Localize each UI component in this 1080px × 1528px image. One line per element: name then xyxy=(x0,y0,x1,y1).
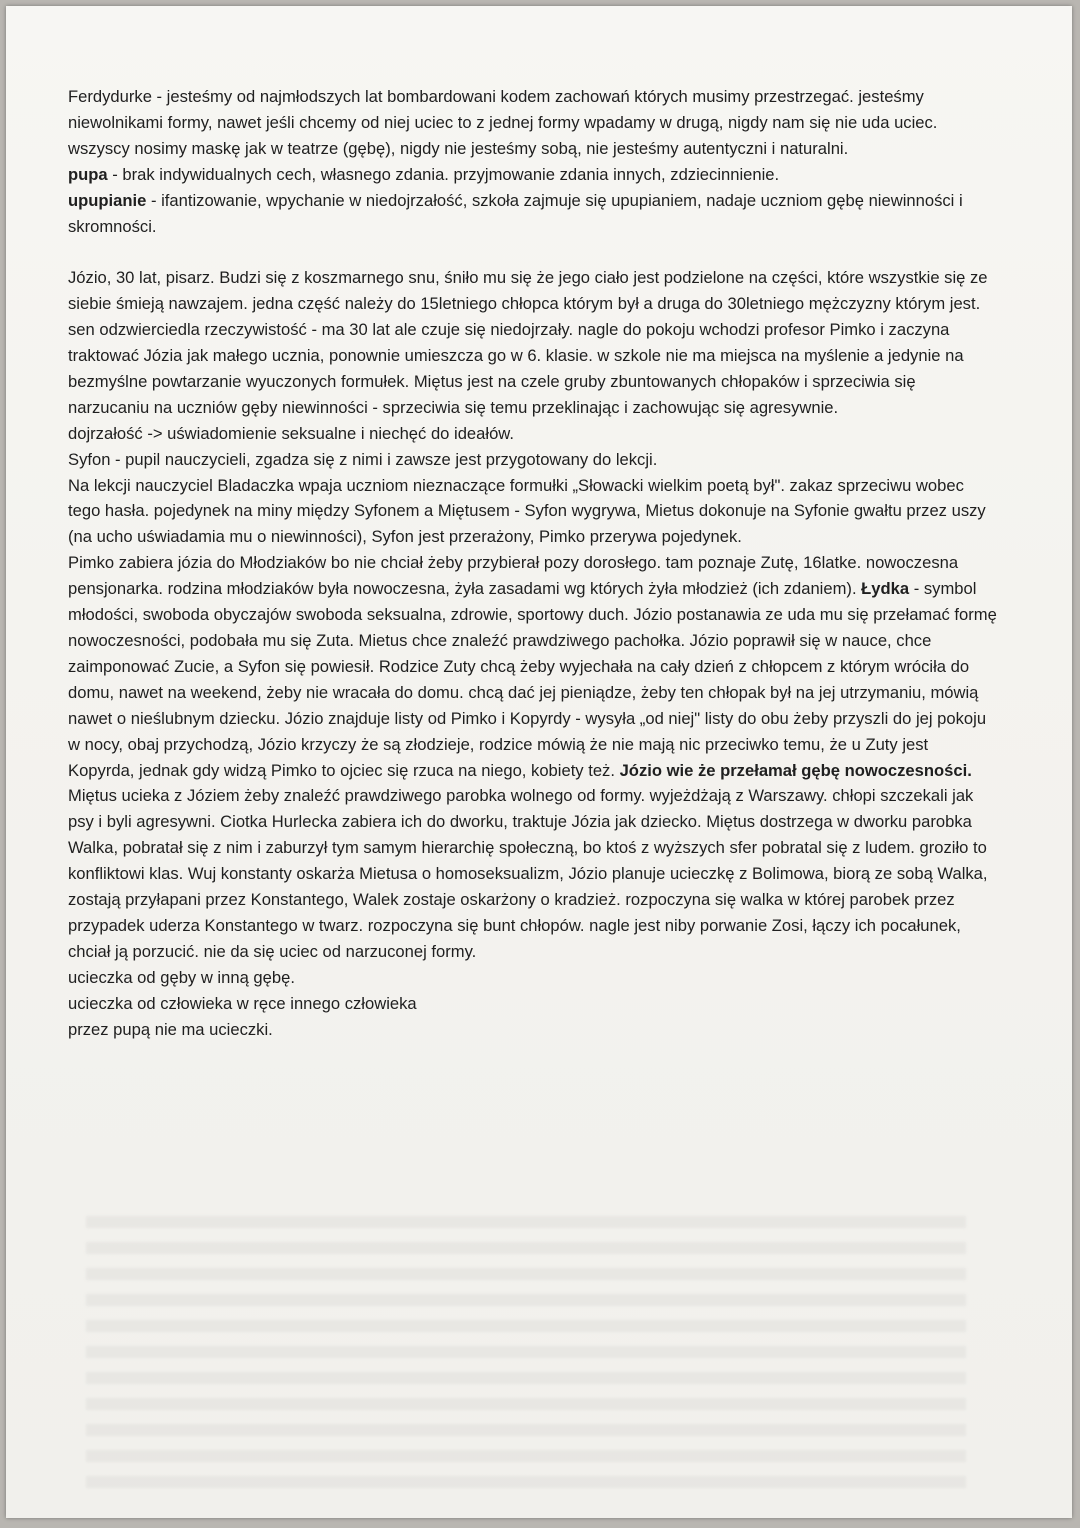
paragraph xyxy=(68,1017,998,1043)
text-run: - ifantizowanie, wpychanie w niedojrzałość, szkoła zajmuje się upupianiem, nadaje uczniom gębę niewinności i skromności. xyxy=(68,190,963,236)
paragraph xyxy=(68,447,998,473)
paragraph xyxy=(68,162,998,188)
text-run: - symbol młodości, swoboda obyczajów swoboda seksualna, zdrowie, sportowy duch. Józio postanawia ze uda mu się przełamać formę nowoczesności, podobała mu się Zuta. Mietus chce znaleźć prawdziwego pachołka. Józio poprawił się w nauce, chce zaimponować Zucie, a Syfon się powiesił. Rodzice Zuty chcą żeby wyjechała na cały dzień z chłopcem z którym wróciła do domu, nawet na weekend, żeby nie wracała do domu. chcą dać jej pieniądze, żeby ten chłopak był na jej utrzymaniu, mówią nawet o nieślubnym dziecku. Józio znajduje listy od Pimko i Kopyrdy - wysyła „od niej" listy do obu żeby przyszli do jej pokoju w nocy, obaj przychodzą, Józio krzyczy że są złodzieje, rodzice mówią że nie mają nic przeciwko temu, że u Zuty jest Kopyrda, jednak gdy widzą Pimko to ojciec się rzuca na niego, kobiety też. xyxy=(68,579,997,780)
paragraph-gap xyxy=(68,239,998,265)
text-run: Ferdydurke - jesteśmy od najmłodszych lat bombardowani kodem zachowań których musimy przestrzegać. jesteśmy niewolnikami formy, nawet jeśli chcemy od niej uciec to z jednej formy wpadamy w drugą, nigdy nam się nie uda uciec. wszyscy nosimy maskę jak w teatrze (gębę), nigdy nie jesteśmy sobą, nie jesteśmy autentyczni i naturalni. xyxy=(68,87,938,158)
paper-sheet xyxy=(6,6,1072,1518)
paragraph xyxy=(68,265,998,420)
text-run: - brak indywidualnych cech, własnego zdania. przyjmowanie zdania innych, zdziecinnienie. xyxy=(107,164,780,184)
text-run: Józio, 30 lat, pisarz. Budzi się z koszmarnego snu, śniło mu się że jego ciało jest podzielone na części, które wszystkie się ze siebie śmieją nawzajem. jedna część należy do 15letniego chłopca którym był a druga do 30letniego mężczyzny którym jest. sen odzwierciedla rzeczywistość - ma 30 lat ale czuje się niedojrzały. nagle do pokoju wchodzi profesor Pimko i zaczyna traktować Józia jak małego ucznia, ponownie umieszcza go w 6. klasie. w szkole nie ma miejsca na myślenie a jedynie na bezmyślne powtarzanie wyuczonych formułek. Miętus jest na czele gruby zbuntowanych chłopaków i sprzeciwia się narzucaniu na uczniów gęby niewinności - sprzeciwia się temu przeklinając i zachowując się agresywnie. xyxy=(68,268,988,417)
document-body xyxy=(68,84,998,1043)
bold-text-run: upupianie xyxy=(68,190,147,210)
paragraph xyxy=(68,188,998,240)
text-run: ucieczka od człowieka w ręce innego człowieka xyxy=(68,993,417,1013)
bold-text-run: Józio wie że przełamał gębę nowoczesności. xyxy=(619,760,972,780)
bold-text-run: pupa xyxy=(68,164,108,184)
text-run: Na lekcji nauczyciel Bladaczka wpaja uczniom nieznaczące formułki „Słowacki wielkim poetą był". zakaz sprzeciwu wobec tego hasła. pojedynek na miny między Syfonem a Miętusem - Syfon wygrywa, Mietus dokonuje na Syfonie gwałtu przez uszy (na ucho uświadamia mu o niewinności), Syfon jest przerażony, Pimko przerywa pojedynek. xyxy=(68,475,986,547)
paragraph xyxy=(68,965,998,991)
paragraph xyxy=(68,473,998,551)
text-run: Pimko zabiera józia do Młodziaków bo nie chciał żeby przybierał pozy dorosłego. tam poznaje Zutę, 16latke. nowoczesna pensjonarka. rodzina młodziaków była nowoczesna, żyła zasadami wg których żyła młodzież (ich zdaniem). xyxy=(68,553,959,599)
text-run: Miętus ucieka z Józiem żeby znaleźć prawdziwego parobka wolnego od formy. wyjeżdżają z Warszawy. chłopi szczekali jak psy i byli agresywni. Ciotka Hurlecka zabiera ich do dworku, traktuje Józia jak dziecko. Miętus dostrzega w dworku parobka Walka, pobratał się z nim i zaburzył tym samym hierarchię społeczną, bo ktoś z wyższych sfer pobratal się z ludem. groziło to konfliktowi klas. Wuj konstanty oskarża Mietusa o homoseksualizm, Józio planuje ucieczkę z Bolimowa, biorą ze sobą Walka, zostają przyłapani przez Konstantego, Walek zostaje oskarżony o kradzież. rozpoczyna się walka w której parobek przez przypadek uderza Konstantego w twarz. rozpoczyna się bunt chłopów. nagle jest niby porwanie Zosi, łączy ich pocałunek, chciał ją porzucić. nie da się uciec od narzuconej formy. xyxy=(68,786,988,961)
text-run: ucieczka od gęby w inną gębę. xyxy=(68,967,295,987)
paragraph xyxy=(68,84,998,162)
text-run: przez pupą nie ma ucieczki. xyxy=(68,1019,273,1039)
paragraph xyxy=(68,550,998,965)
text-run: dojrzałość -> uświadomienie seksualne i niechęć do ideałów. xyxy=(68,423,514,443)
bleed-through-text xyxy=(86,1216,966,1496)
bold-text-run: Łydka xyxy=(861,579,910,599)
text-run: Syfon - pupil nauczycieli, zgadza się z nimi i zawsze jest przygotowany do lekcji. xyxy=(68,449,658,469)
paragraph xyxy=(68,421,998,447)
paragraph xyxy=(68,991,998,1017)
